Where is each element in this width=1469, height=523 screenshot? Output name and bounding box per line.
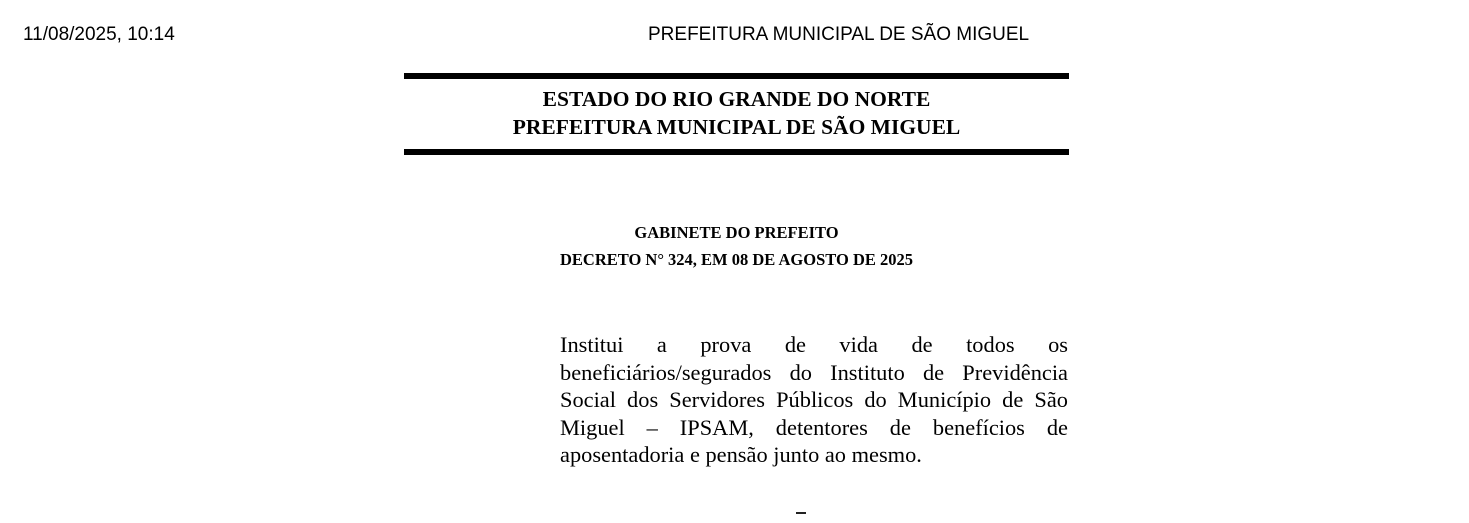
print-page-title: PREFEITURA MUNICIPAL DE SÃO MIGUEL [648,24,1030,45]
letterhead [404,85,1069,141]
decree-office: GABINETE DO PREFEITO [634,223,839,242]
letterhead-bottom-rule [404,149,1069,155]
print-datetime: 11/08/2025, 10:14 [23,24,175,45]
letterhead-municipality: PREFEITURA MUNICIPAL DE SÃO MIGUEL [512,115,961,139]
decree-ementa: Institui a prova de vida de todos os beneficiários/segurados do Instituto de Previdência Social dos Servidores Públicos do Município de São Miguel – IPSAM, detentores de benefícios de aposentadoria e pensão junto ao mesmo. [560,332,1068,467]
letterhead-state: ESTADO DO RIO GRANDE DO NORTE [542,87,931,111]
cutoff-text-fragment [794,512,808,514]
decree-number: DECRETO N° 324, EM 08 DE AGOSTO DE 2025 [559,250,913,269]
letterhead-top-rule [404,73,1069,79]
decree-heading [404,219,1069,273]
